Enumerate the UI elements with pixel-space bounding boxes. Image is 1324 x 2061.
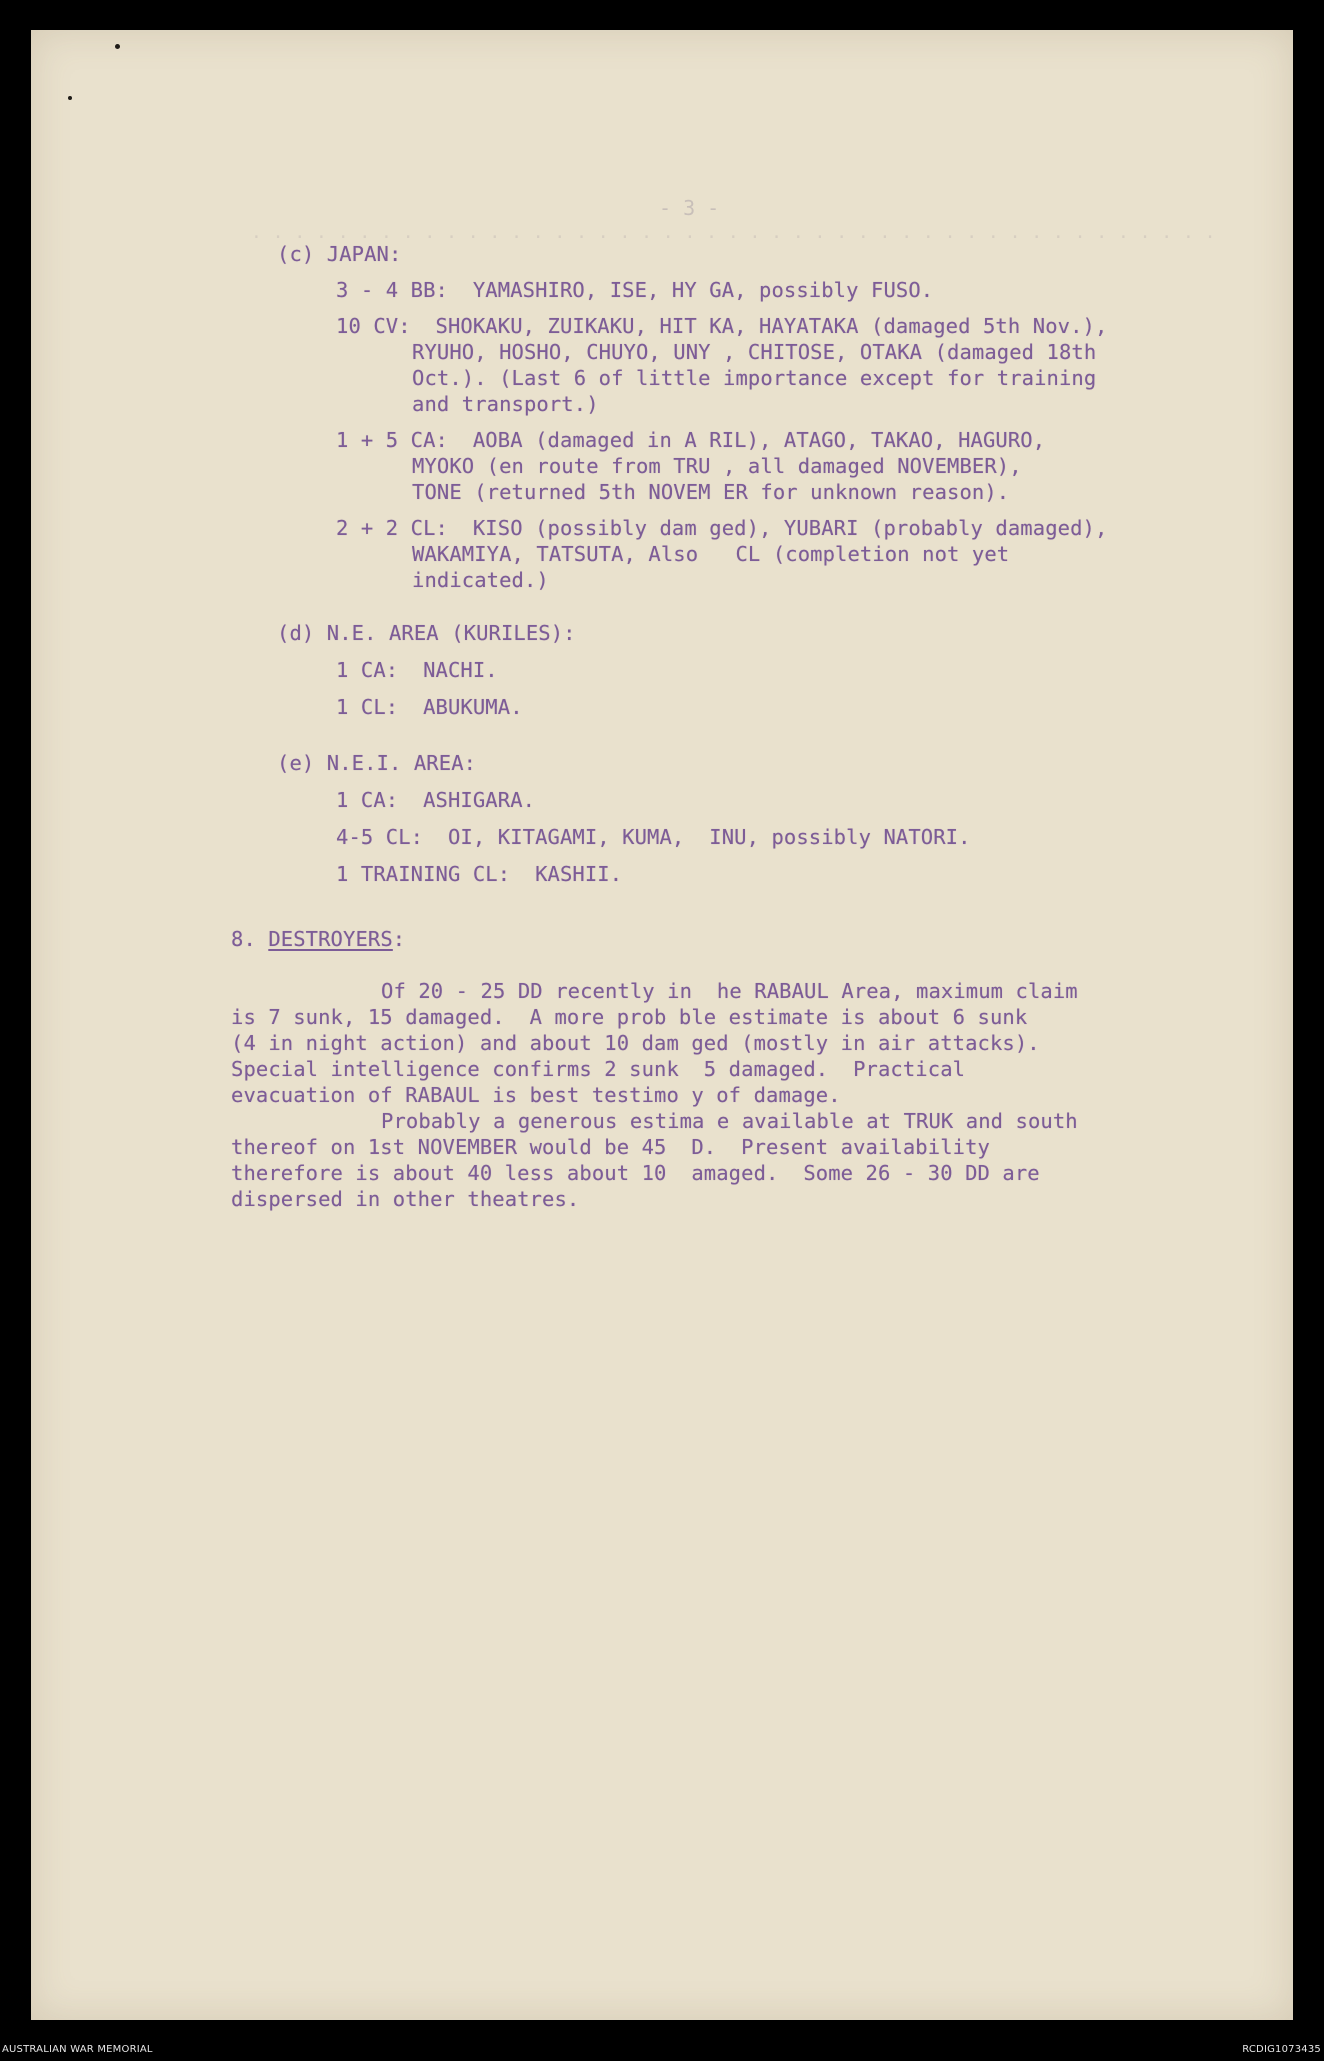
destroyers-para1-line: is 7 sunk, 15 damaged. A more prob ble estimate is about 6 sunk <box>231 1005 1028 1029</box>
section-c-bb-line: 3 - 4 BB: YAMASHIRO, ISE, HY GA, possibly FUSO. <box>336 278 934 302</box>
section-e-training-line: 1 TRAINING CL: KASHII. <box>336 862 623 886</box>
destroyers-para1-line: (4 in night action) and about 10 dam ged (mostly in air attacks). <box>231 1031 1040 1055</box>
section-c-heading: (c) JAPAN: <box>277 242 402 266</box>
section-d-ca-line: 1 CA: NACHI. <box>336 658 498 682</box>
section-8-colon: : <box>392 927 406 951</box>
section-c-cv-line: and transport.) <box>412 392 599 416</box>
section-c-cv-line: Oct.). (Last 6 of little importance except for training <box>412 366 1097 390</box>
section-c-cv-line: RYUHO, HOSHO, CHUYO, UNY , CHITOSE, OTAKA (damaged 18th <box>412 340 1097 364</box>
section-d-heading: (d) N.E. AREA (KURILES): <box>277 621 576 645</box>
section-c-cl-line: 2 + 2 CL: KISO (possibly dam ged), YUBARI (probably damaged), <box>336 516 1108 540</box>
section-e-ca-line: 1 CA: ASHIGARA. <box>336 788 536 812</box>
section-8-heading <box>231 926 405 952</box>
section-c-cl-line: WAKAMIYA, TATSUTA, Also CL (completion not yet <box>412 542 1010 566</box>
paper-speck <box>68 96 72 100</box>
destroyers-para2-line: Probably a generous estima e available at TRUK and south <box>381 1109 1078 1133</box>
destroyers-para2-line: therefore is about 40 less about 10 amaged. Some 26 - 30 DD are <box>231 1161 1040 1185</box>
section-e-heading: (e) N.E.I. AREA: <box>277 751 477 775</box>
destroyers-para2-line: thereof on 1st NOVEMBER would be 45 D. Present availability <box>231 1135 990 1159</box>
section-c-cv-line: 10 CV: SHOKAKU, ZUIKAKU, HIT KA, HAYATAKA (damaged 5th Nov.), <box>336 314 1108 338</box>
document-page <box>31 30 1293 2020</box>
section-d-cl-line: 1 CL: ABUKUMA. <box>336 695 523 719</box>
faint-page-number: - 3 - <box>659 196 720 220</box>
destroyers-para2-line: dispersed in other theatres. <box>231 1187 580 1211</box>
section-8-title: DESTROYERS <box>268 927 393 951</box>
section-c-ca-line: TONE (returned 5th NOVEM ER for unknown reason). <box>412 480 1010 504</box>
archive-footer-right: RCDIG1073435 <box>1242 2044 1321 2055</box>
section-c-ca-line: MYOKO (en route from TRU , all damaged NOVEMBER), <box>412 454 1022 478</box>
archive-footer-left: AUSTRALIAN WAR MEMORIAL <box>2 2044 153 2055</box>
destroyers-para1-line: evacuation of RABAUL is best testimo y of damage. <box>231 1083 841 1107</box>
section-c-ca-line: 1 + 5 CA: AOBA (damaged in A RIL), ATAGO, TAKAO, HAGURO, <box>336 428 1046 452</box>
paper-speck <box>115 44 120 49</box>
section-8-number: 8. <box>231 927 256 951</box>
bleed-through-text: . . . . . . . . . . . . . . . . . . . . . . . . . . . . . . . . . . . . . . . . . . . . . <box>251 222 1216 243</box>
section-e-cl-line: 4-5 CL: OI, KITAGAMI, KUMA, INU, possibly NATORI. <box>336 825 971 849</box>
section-c-cl-line: indicated.) <box>412 568 549 592</box>
destroyers-para1-line: Of 20 - 25 DD recently in he RABAUL Area, maximum claim <box>381 979 1078 1003</box>
destroyers-para1-line: Special intelligence confirms 2 sunk 5 damaged. Practical <box>231 1057 966 1081</box>
